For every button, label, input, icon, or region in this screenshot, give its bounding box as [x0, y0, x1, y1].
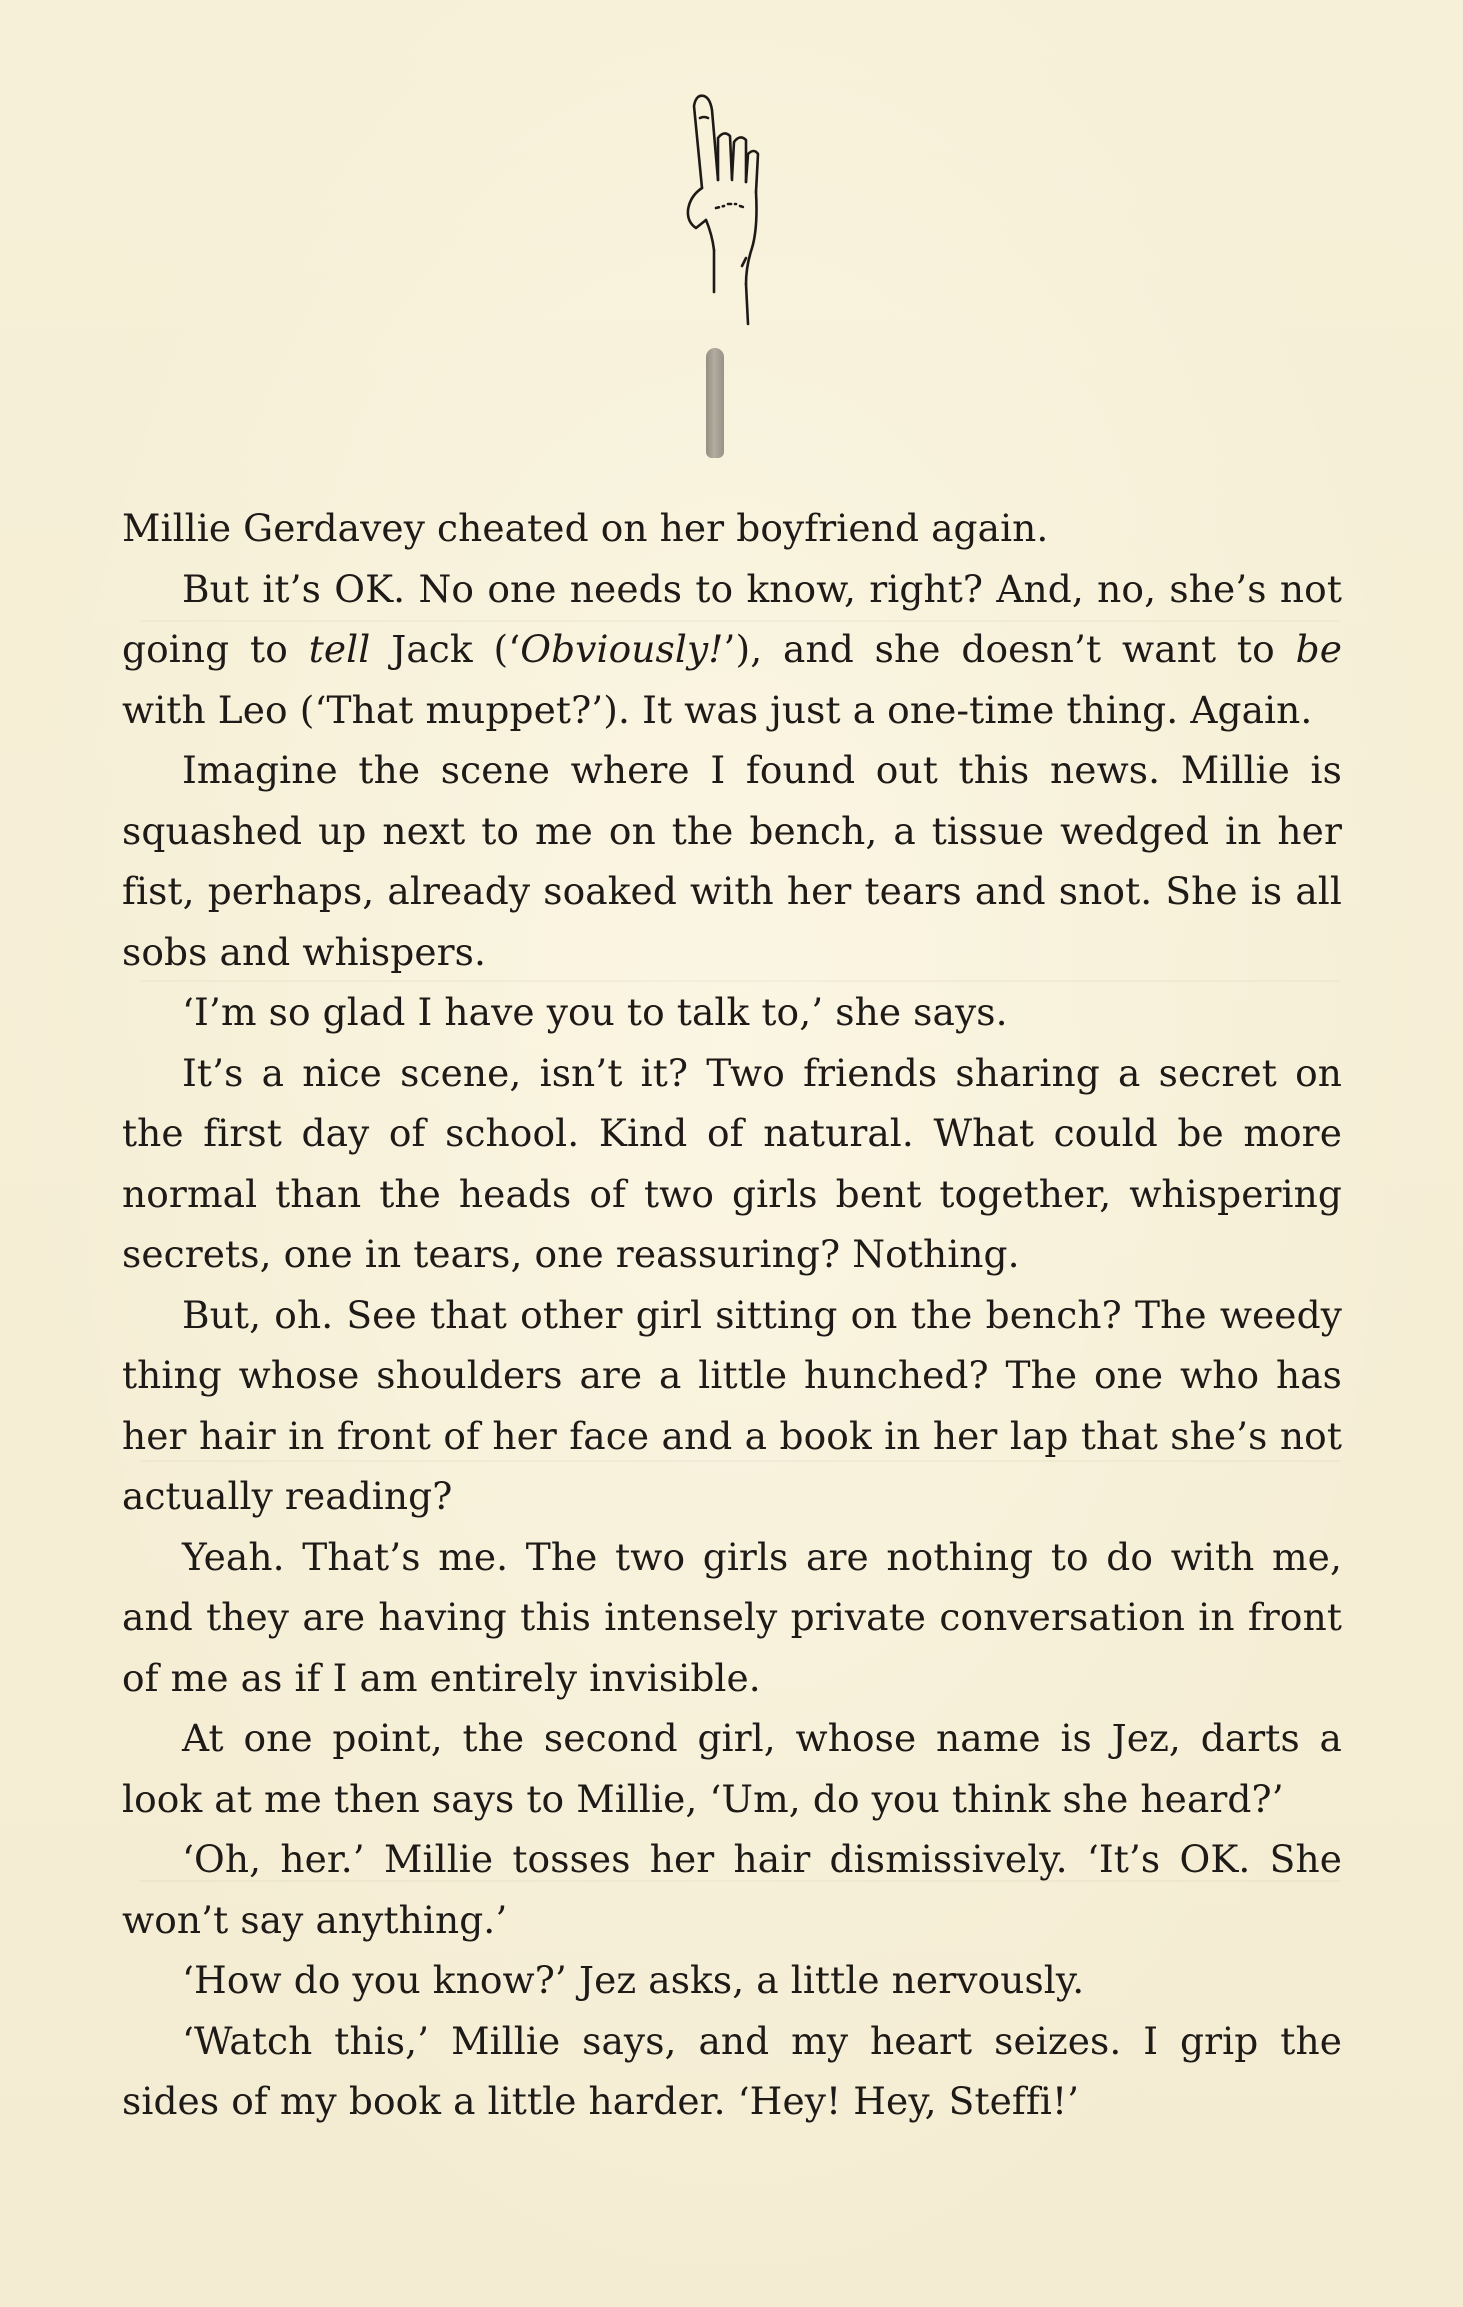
text-run: At one point, the second girl, whose name is Jez, darts a look at me then says to Millie, ‘Um, do you think she heard?’ [122, 1716, 1342, 1821]
text-run: Jack (‘ [370, 627, 521, 671]
text-run: Yeah. That’s me. The two girls are nothing to do with me, and they are having this intensely private conversation in front of me as if I am entirely invisible. [122, 1534, 1342, 1700]
paragraph [122, 2011, 1342, 2132]
text-run: with Leo (‘That muppet?’). It was just a one-time thing. Again. [122, 687, 1313, 732]
text-run: ‘How do you know?’ Jez asks, a little nervously. [182, 1958, 1085, 2002]
pointing-hand-icon [672, 88, 792, 328]
text-run: ‘I’m so glad I have you to talk to,’ she says. [182, 990, 1008, 1034]
italic-text: Obviously! [520, 627, 724, 671]
paragraph [122, 740, 1342, 982]
text-run: ‘Watch this,’ Millie says, and my heart seizes. I grip the sides of my book a little harder. ‘Hey! Hey, Steffi!’ [122, 2018, 1342, 2123]
text-run: But, oh. See that other girl sitting on the bench? The weedy thing whose shoulders are a little hunched? The one who has her hair in front of her face and a book in her lap that she’s not actually reading? [122, 1292, 1342, 1518]
text-run: Imagine the scene where I found out this news. Millie is squashed up next to me on the bench, a tissue wedged in her fist, perhaps, already soaked with her tears and snot. She is all sobs and whispers. [122, 748, 1342, 974]
paragraph [122, 1285, 1342, 1527]
italic-text: be [1295, 627, 1342, 671]
chapter-number [706, 348, 724, 458]
paragraph [122, 1950, 1342, 2011]
paragraph [122, 1829, 1342, 1950]
text-run: But it’s OK. No one needs to know, right? And, no, she’s not going to [122, 566, 1342, 671]
text-run: ’), and she doesn’t want to [723, 627, 1296, 671]
paragraph [122, 1043, 1342, 1285]
chapter-body-text [122, 498, 1342, 2132]
text-run: ‘Oh, her.’ Millie tosses her hair dismissively. ‘It’s OK. She won’t say anything.’ [122, 1837, 1342, 1942]
paragraph [122, 559, 1342, 741]
text-run: Millie Gerdavey cheated on her boyfriend again. [122, 506, 1049, 550]
text-run: It’s a nice scene, isn’t it? Two friends sharing a secret on the first day of school. Kind of natural. What could be more normal than the heads of two girls bent together, whispering secrets, one in tears, one reassuring? Nothing. [122, 1050, 1342, 1276]
paragraph [122, 498, 1342, 559]
italic-text: tell [308, 627, 371, 671]
paragraph [122, 1708, 1342, 1829]
paragraph [122, 1527, 1342, 1709]
paragraph [122, 982, 1342, 1043]
